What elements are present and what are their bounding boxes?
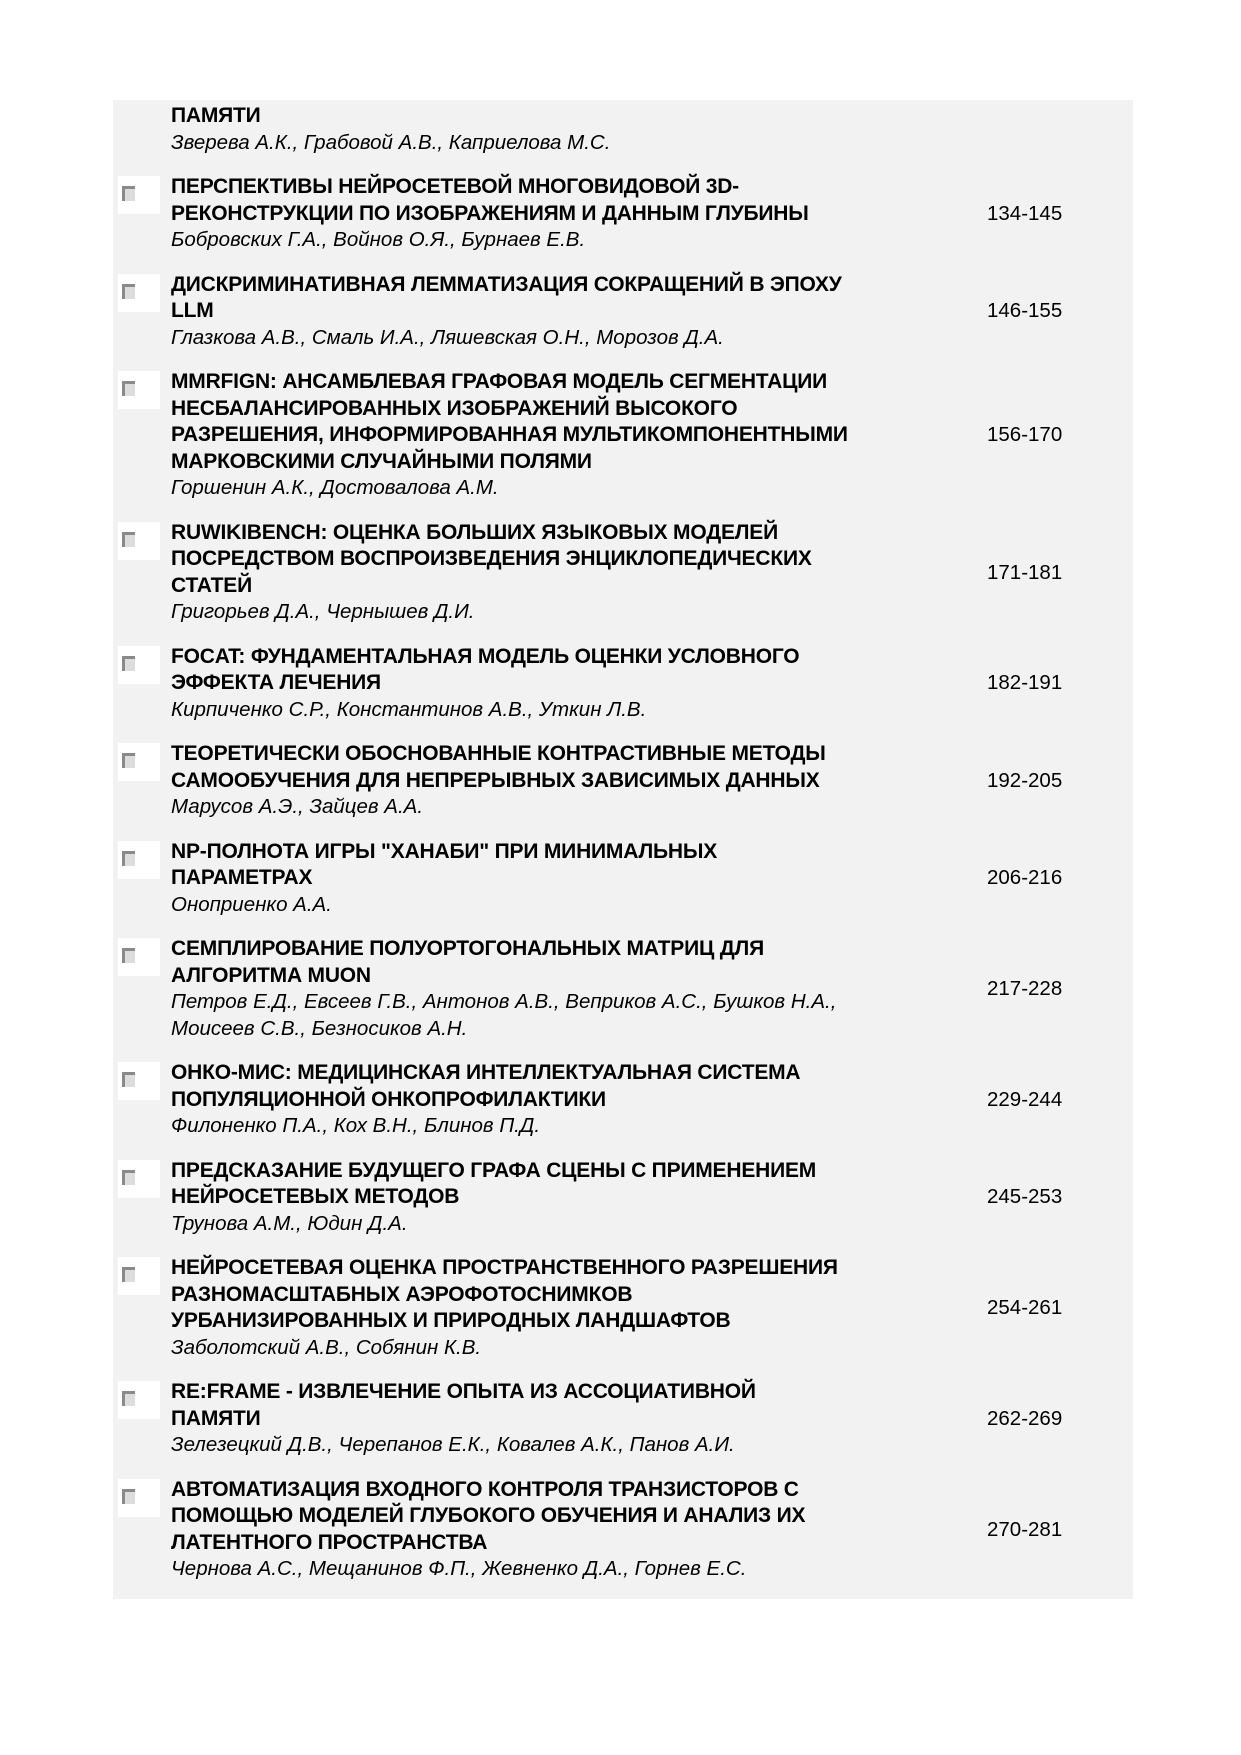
entry-body <box>171 1477 931 1583</box>
toc-entry <box>113 174 1133 254</box>
entry-body <box>171 936 931 1042</box>
checkbox-icon <box>122 753 135 768</box>
article-title-link[interactable]: ПАМЯТИ <box>171 1406 261 1430</box>
entry-body <box>171 272 931 352</box>
select-checkbox[interactable] <box>118 371 160 409</box>
entry-body <box>171 839 931 919</box>
article-title-link[interactable]: СЕМПЛИРОВАНИЕ ПОЛУОРТОГОНАЛЬНЫХ МАТРИЦ ДЛЯ <box>171 937 764 960</box>
select-checkbox[interactable] <box>118 743 160 781</box>
toc-entry <box>113 1060 1133 1140</box>
entry-body <box>171 103 931 156</box>
article-authors: Трунова А.М., Юдин Д.А. <box>171 1211 408 1235</box>
page-range: 270-281 <box>987 1517 1063 1541</box>
article-title-link[interactable]: РАЗНОМАСШТАБНЫХ АЭРОФОТОСНИМКОВ <box>171 1282 633 1306</box>
checkbox-icon <box>122 656 135 671</box>
page-range: 262-269 <box>987 1406 1063 1430</box>
toc-entry <box>113 839 1133 919</box>
entry-body <box>171 1379 931 1459</box>
toc-entry <box>113 1477 1133 1583</box>
article-authors: Оноприенко А.А. <box>171 892 332 916</box>
entry-body <box>171 644 931 724</box>
article-authors: Моисеев С.В., Безносиков А.Н. <box>171 1016 468 1040</box>
article-title-link[interactable]: ЛАТЕНТНОГО ПРОСТРАНСТВА <box>171 1530 488 1554</box>
article-authors: Глазкова А.В., Смаль И.А., Ляшевская О.Н., Морозов Д.А. <box>171 325 724 349</box>
article-title-link[interactable]: УРБАНИЗИРОВАННЫХ И ПРИРОДНЫХ ЛАНДШАФТОВ <box>171 1309 731 1332</box>
toc-entry <box>113 1255 1133 1361</box>
article-authors: Горшенин А.К., Достовалова А.М. <box>171 476 499 499</box>
select-checkbox[interactable] <box>118 646 160 684</box>
article-title-link[interactable]: ПОСРЕДСТВОМ ВОСПРОИЗВЕДЕНИЯ ЭНЦИКЛОПЕДИЧЕСКИХ <box>171 547 812 570</box>
article-authors: Зелезецкий Д.В., Черепанов Е.К., Ковалев А.К., Панов А.И. <box>171 1433 735 1456</box>
checkbox-icon <box>122 284 135 299</box>
page-range: 217-228 <box>987 977 1063 1000</box>
table-of-contents <box>113 100 1133 1599</box>
entry-body <box>171 741 931 821</box>
article-authors: Чернова А.С., Мещанинов Ф.П., Жевненко Д.А., Горнев Е.С. <box>171 1557 747 1580</box>
page-range: 146-155 <box>987 299 1063 323</box>
checkbox-icon <box>122 1072 135 1087</box>
select-checkbox[interactable] <box>118 1160 160 1198</box>
article-title-link[interactable]: ПРЕДСКАЗАНИЕ БУДУЩЕГО ГРАФА СЦЕНЫ С ПРИМЕНЕНИЕМ <box>171 1158 817 1182</box>
article-title-link[interactable]: ПОМОЩЬЮ МОДЕЛЕЙ ГЛУБОКОГО ОБУЧЕНИЯ И АНАЛИЗ ИХ <box>171 1504 806 1527</box>
entry-body <box>171 369 931 502</box>
entry-body <box>171 520 931 626</box>
article-authors: Заболотский А.В., Собянин К.В. <box>171 1335 482 1359</box>
article-title-link[interactable]: СТАТЕЙ <box>171 573 252 597</box>
select-checkbox[interactable] <box>118 938 160 976</box>
article-title-link[interactable]: РАЗРЕШЕНИЯ, ИНФОРМИРОВАННАЯ МУЛЬТИКОМПОНЕНТНЫМИ <box>171 423 848 446</box>
select-checkbox[interactable] <box>118 522 160 560</box>
entry-body <box>171 174 931 254</box>
checkbox-icon <box>122 1391 135 1406</box>
article-title-link[interactable]: НЕЙРОСЕТЕВЫХ МЕТОДОВ <box>171 1185 460 1208</box>
article-title-link[interactable]: RE:FRAME - ИЗВЛЕЧЕНИЕ ОПЫТА ИЗ АССОЦИАТИВНОЙ <box>171 1380 756 1403</box>
entry-body <box>171 1255 931 1361</box>
page-range: 171-181 <box>987 560 1063 584</box>
article-title-link[interactable]: LLM <box>171 299 214 322</box>
article-title-link[interactable]: RUWIKIBENCH: ОЦЕНКА БОЛЬШИХ ЯЗЫКОВЫХ МОДЕЛЕЙ <box>171 520 778 544</box>
checkbox-icon <box>122 1170 135 1185</box>
article-title-link[interactable]: ДИСКРИМИНАТИВНАЯ ЛЕММАТИЗАЦИЯ СОКРАЩЕНИЙ В ЭПОХУ <box>171 272 842 296</box>
article-title-link[interactable]: НЕСБАЛАНСИРОВАННЫХ ИЗОБРАЖЕНИЙ ВЫСОКОГО <box>171 396 738 420</box>
toc-entry <box>113 936 1133 1042</box>
article-title-link[interactable]: ТЕОРЕТИЧЕСКИ ОБОСНОВАННЫЕ КОНТРАСТИВНЫЕ МЕТОДЫ <box>171 742 826 765</box>
page-range: 134-145 <box>987 201 1063 225</box>
checkbox-icon <box>122 851 135 866</box>
select-checkbox[interactable] <box>118 176 160 214</box>
article-authors: Марусов А.Э., Зайцев А.А. <box>171 795 424 818</box>
article-title-link[interactable]: MMRFIGN: АНСАМБЛЕВАЯ ГРАФОВАЯ МОДЕЛЬ СЕГМЕНТАЦИИ <box>171 370 828 393</box>
article-authors: Филоненко П.А., Кох В.Н., Блинов П.Д. <box>171 1114 541 1137</box>
article-authors: Зверева А.К., Грабовой А.В., Каприелова М.С. <box>171 130 611 154</box>
toc-entry <box>113 644 1133 724</box>
article-authors: Петров Е.Д., Евсеев Г.В., Антонов А.В., Веприков А.С., Бушков Н.А., <box>171 990 837 1013</box>
checkbox-icon <box>122 381 135 396</box>
article-title-link[interactable]: NP-ПОЛНОТА ИГРЫ "ХАНАБИ" ПРИ МИНИМАЛЬНЫХ <box>171 839 717 863</box>
page-range: 229-244 <box>987 1087 1063 1111</box>
page-range: 206-216 <box>987 866 1063 890</box>
select-checkbox[interactable] <box>118 1479 160 1517</box>
checkbox-icon <box>122 186 135 201</box>
toc-entry <box>113 1379 1133 1459</box>
select-checkbox[interactable] <box>118 274 160 312</box>
select-checkbox[interactable] <box>118 1062 160 1100</box>
article-title-link[interactable]: МАРКОВСКИМИ СЛУЧАЙНЫМИ ПОЛЯМИ <box>171 449 592 473</box>
article-title-link[interactable]: ЭФФЕКТА ЛЕЧЕНИЯ <box>171 671 381 694</box>
select-checkbox[interactable] <box>118 1381 160 1419</box>
article-title-link[interactable]: ПЕРСПЕКТИВЫ НЕЙРОСЕТЕВОЙ МНОГОВИДОВОЙ 3D- <box>171 175 739 198</box>
article-title-link[interactable]: САМООБУЧЕНИЯ ДЛЯ НЕПРЕРЫВНЫХ ЗАВИСИМЫХ ДАННЫХ <box>171 768 820 792</box>
toc-entry <box>113 272 1133 352</box>
article-title-link[interactable]: ОНКО-МИС: МЕДИЦИНСКАЯ ИНТЕЛЛЕКТУАЛЬНАЯ СИСТЕМА <box>171 1061 801 1084</box>
toc-entry <box>113 103 1133 156</box>
toc-entry <box>113 1158 1133 1238</box>
article-title-link[interactable]: НЕЙРОСЕТЕВАЯ ОЦЕНКА ПРОСТРАНСТВЕННОГО РАЗРЕШЕНИЯ <box>171 1256 838 1279</box>
article-title-link[interactable]: ПАРАМЕТРАХ <box>171 866 313 889</box>
select-checkbox[interactable] <box>118 1257 160 1295</box>
page-range: 254-261 <box>987 1296 1063 1319</box>
checkbox-icon <box>122 532 135 547</box>
article-authors: Бобровских Г.А., Войнов О.Я., Бурнаев Е.В. <box>171 228 586 251</box>
page-range: 192-205 <box>987 768 1063 792</box>
select-checkbox[interactable] <box>118 841 160 879</box>
article-title-link[interactable]: РЕКОНСТРУКЦИИ ПО ИЗОБРАЖЕНИЯМ И ДАННЫМ ГЛУБИНЫ <box>171 201 809 225</box>
article-title-link[interactable]: АЛГОРИТМА MUON <box>171 963 371 987</box>
page-range: 245-253 <box>987 1185 1063 1209</box>
entry-body <box>171 1158 931 1238</box>
page-range: 156-170 <box>987 423 1063 447</box>
article-title-link[interactable]: FOCAT: ФУНДАМЕНТАЛЬНАЯ МОДЕЛЬ ОЦЕНКИ УСЛОВНОГО <box>171 644 800 668</box>
toc-entry <box>113 369 1133 502</box>
toc-entry <box>113 520 1133 626</box>
article-title-link[interactable]: ПАМЯТИ <box>171 104 261 127</box>
article-authors: Кирпиченко С.Р., Константинов А.В., Уткин Л.В. <box>171 697 647 721</box>
article-authors: Григорьев Д.А., Чернышев Д.И. <box>171 600 475 623</box>
checkbox-icon <box>122 1267 135 1282</box>
entry-body <box>171 1060 931 1140</box>
checkbox-icon <box>122 1489 135 1504</box>
page-range: 182-191 <box>987 671 1063 695</box>
checkbox-icon <box>122 948 135 963</box>
article-title-link[interactable]: АВТОМАТИЗАЦИЯ ВХОДНОГО КОНТРОЛЯ ТРАНЗИСТОРОВ С <box>171 1477 799 1501</box>
article-title-link[interactable]: ПОПУЛЯЦИОННОЙ ОНКОПРОФИЛАКТИКИ <box>171 1087 606 1111</box>
toc-entry <box>113 741 1133 821</box>
